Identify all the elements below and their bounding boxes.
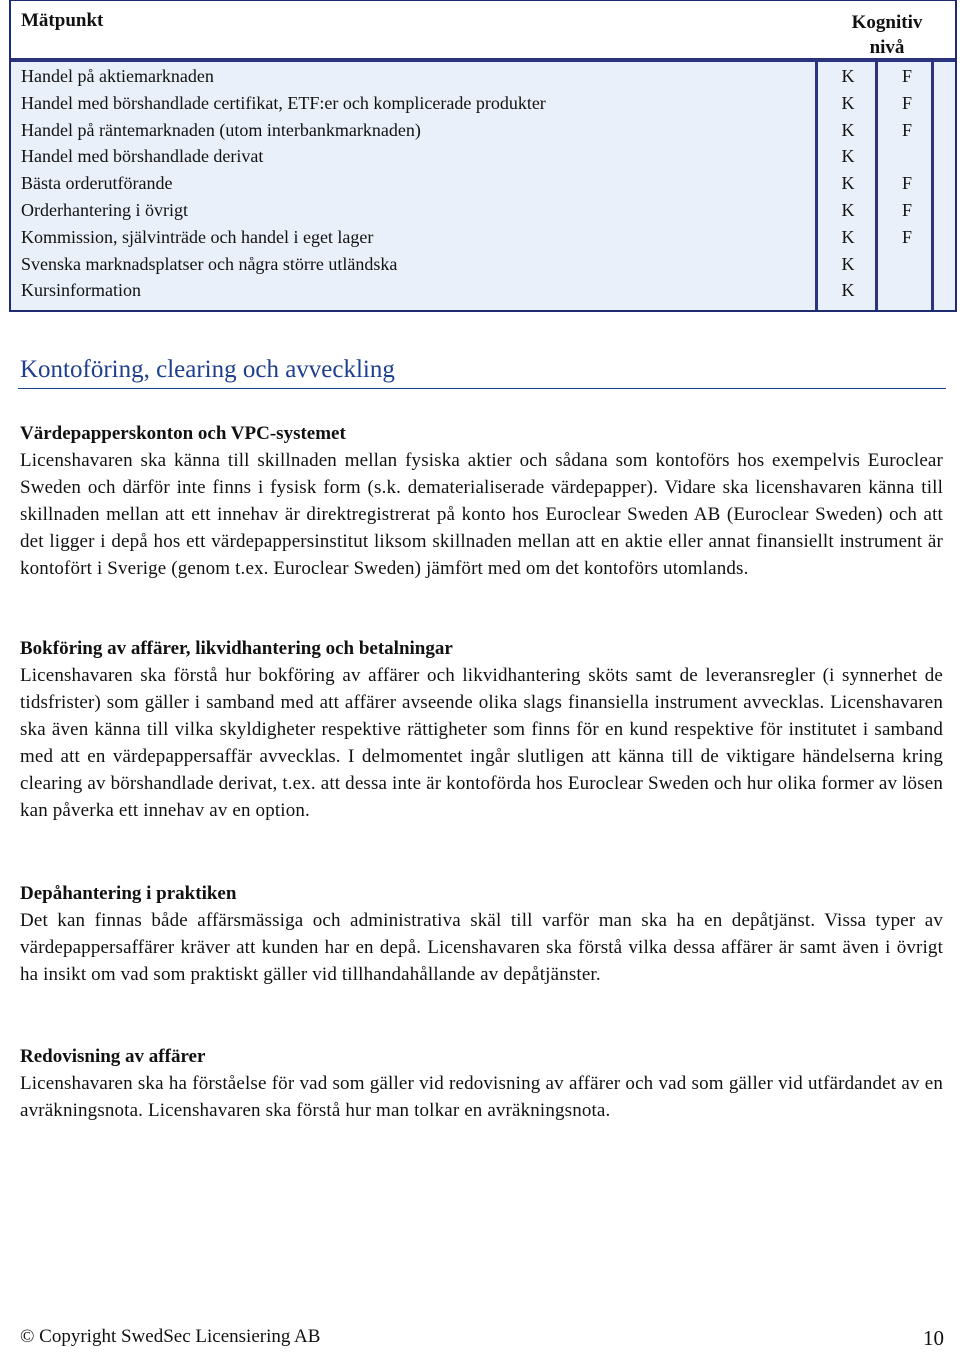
level-k: K bbox=[841, 253, 855, 274]
level-f: F bbox=[901, 66, 912, 86]
block-text: Licenshavaren ska ha förståelse för vad som gäller vid redovisning av affärer och vad som gäller vid utfärdandet av en avräkningsnota. Licenshavaren ska förstå hur man tolkar en avräkningsnota. bbox=[20, 1073, 943, 1121]
table-row bbox=[11, 90, 955, 117]
table-row bbox=[11, 251, 955, 278]
block-heading: Bokföring av affärer, likvidhantering och betalningar bbox=[20, 638, 453, 659]
row-name: Handel på aktiemarknaden bbox=[21, 66, 214, 86]
table-row bbox=[11, 277, 955, 304]
page-number: 10 bbox=[923, 1326, 944, 1350]
header-kognitiv-niva: Kognitiv nivå bbox=[851, 12, 923, 58]
section-title: Kontoföring, clearing och avveckling bbox=[20, 356, 395, 383]
block-heading: Depåhantering i praktiken bbox=[20, 883, 237, 904]
table-header bbox=[11, 1, 955, 59]
table-row bbox=[11, 63, 955, 90]
table-row bbox=[11, 143, 955, 170]
block-depahantering bbox=[20, 880, 943, 988]
criteria-table bbox=[9, 0, 957, 312]
level-k: K bbox=[841, 280, 855, 301]
row-name: Handel med börshandlade derivat bbox=[21, 146, 264, 167]
level-f: F bbox=[901, 199, 912, 220]
table-row bbox=[11, 117, 955, 144]
level-k: K bbox=[841, 66, 855, 86]
block-text: Licenshavaren ska förstå hur bokföring av affärer och likvidhantering sköts samt de leveransregler (i synnerhet de tidsfrister) som gäller i samband med att affärer avseende olika slags finansiella instrument avvecklas. Licenshavaren ska även känna till vilka skyldigheter respektive rättigheter som finns för en kund respektive för institutet i samband med att en värdepappersaffär avvecklas. I delmomentet ingår slutligen att känna till de viktigare händelserna kring clearing av börshandlade derivat, t.ex. att dessa inte är kontoförda hos Euroclear Sweden och hur olika former av lösen kan påverka ett innehav av en option. bbox=[20, 665, 943, 821]
row-name: Handel med börshandlade certifikat, ETF:er och komplicerade produkter bbox=[21, 92, 546, 113]
row-name: Svenska marknadsplatser och några större utländska bbox=[21, 253, 398, 274]
row-name: Kursinformation bbox=[21, 280, 141, 301]
level-k: K bbox=[841, 199, 855, 220]
block-bokforing bbox=[20, 635, 943, 824]
section-rule bbox=[18, 388, 946, 389]
row-name: Orderhantering i övrigt bbox=[21, 199, 188, 220]
table-row bbox=[11, 224, 955, 251]
table-body bbox=[11, 59, 955, 310]
block-text: Licenshavaren ska känna till skillnaden mellan fysiska aktier och sådana som kontoförs hos exempelvis Euroclear Sweden och därför inte finns i fysisk form (s.k. dematerialiserade värdepapper). Vidare ska licenshavaren känna till skillnaden mellan att ett innehav är direktregistrerat på konto hos Euroclear Sweden AB (Euroclear Sweden) och att det ligger i depå hos ett värdepappersinstitut liksom skillnaden mellan att en aktie eller annat finansiellt instrument är kontofört i Sverige (genom t.ex. Euroclear Sweden) jämfört med om det kontoförs utomlands. bbox=[20, 450, 943, 579]
block-text: Det kan finnas både affärsmässiga och administrativa skäl till varför man ska ha en depåtjänst. Vissa typer av värdepappersaffärer kräver att kunden har en depå. Licenshavaren ska förstå vilka dessa affärer är samt även i övrigt ha insikt om vad som praktiskt gäller vid tillhandahållande av depåtjänster. bbox=[20, 910, 943, 985]
table-row bbox=[11, 170, 955, 197]
header-matpunkt: Mätpunkt bbox=[21, 10, 104, 31]
level-f: F bbox=[901, 173, 912, 194]
block-redovisning bbox=[20, 1043, 943, 1124]
block-heading: Värdepapperskonton och VPC-systemet bbox=[20, 423, 346, 444]
level-k: K bbox=[841, 173, 855, 194]
row-name: Handel på räntemarknaden (utom interbankmarknaden) bbox=[21, 119, 421, 140]
level-f: F bbox=[901, 119, 912, 140]
block-heading: Redovisning av affärer bbox=[20, 1046, 206, 1067]
level-k: K bbox=[841, 146, 855, 167]
footer-copyright: © Copyright SwedSec Licensiering AB bbox=[20, 1326, 321, 1347]
row-name: Kommission, självinträde och handel i eget lager bbox=[21, 226, 374, 247]
level-k: K bbox=[841, 92, 855, 113]
row-name: Bästa orderutförande bbox=[21, 173, 173, 194]
level-k: K bbox=[841, 119, 855, 140]
level-f: F bbox=[901, 92, 912, 113]
table-row bbox=[11, 197, 955, 224]
level-k: K bbox=[841, 226, 855, 247]
block-vardepapperskonton bbox=[20, 420, 943, 582]
level-f: F bbox=[901, 226, 912, 247]
